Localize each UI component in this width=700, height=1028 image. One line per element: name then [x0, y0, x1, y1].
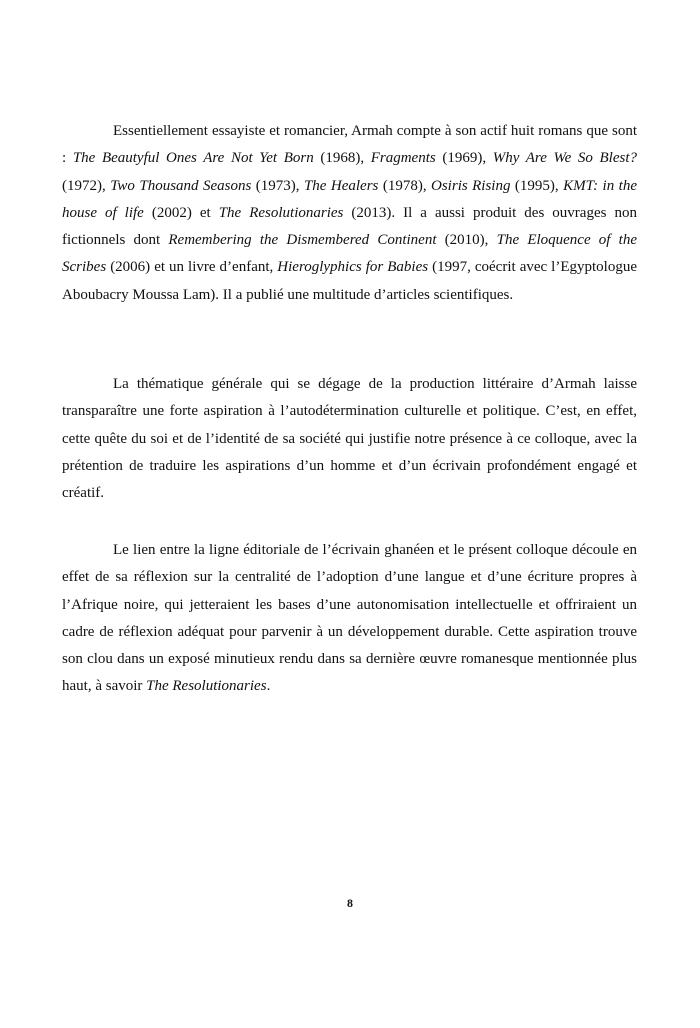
paragraph-2 [62, 371, 637, 507]
text-run: (2002) et [143, 204, 219, 221]
text-run: La thématique générale qui se dégage de la production littéraire d’Armah laisse transparaître une forte aspiration à l’autodétermination culturelle et politique. C’est, en effet, cette quête du soi et de l’identité de sa société qui justifie notre présence à ce colloque, avec la prétention de traduire les aspirations d’un homme et d’un écrivain profondément engagé et créatif. [62, 376, 637, 502]
text-run: (2006) et un livre d’enfant, [106, 259, 278, 276]
paragraph-1-text [62, 118, 637, 309]
book-title: Two Thousand Seasons [110, 177, 252, 194]
book-title: The Beautyful Ones Are Not Yet Born [72, 150, 314, 167]
book-title: The Resolutionaries [146, 678, 267, 695]
book-title: The Eloquence of the Scribes [62, 232, 637, 276]
text-run: Essentiellement essayiste et romancier, Armah compte à son actif huit romans que sont : [62, 123, 637, 167]
book-title: Why Are We So Blest? [492, 150, 638, 167]
book-title: Hieroglyphics for Babies [277, 259, 429, 276]
text-run: . [266, 678, 271, 695]
text-run: (2013). Il a aussi produit des ouvrages non fictionnels dont [62, 204, 637, 249]
paragraph-2-text [62, 371, 637, 507]
text-run: (1972), [62, 177, 111, 194]
text-run: (1978), [378, 177, 432, 194]
paragraph-3 [62, 537, 637, 701]
text-run: (1968), [313, 150, 371, 167]
book-title: The Healers [303, 177, 379, 194]
text-run: (2010), [436, 232, 497, 249]
text-run: Le lien entre la ligne éditoriale de l’écrivain ghanéen et le présent colloque découle en effet de sa réflexion sur la centralité de l’adoption d’une langue et d’une écriture propres à l’Afrique noire, qui jetteraient les bases d’une autonomisation intellectuelle et offriraient un cadre de réflexion adéquat pour parvenir à un développement durable. Cette aspiration trouve son clou dans un exposé minutieux rendu dans sa dernière œuvre romanesque mentionnée plus haut, à savoir [62, 542, 637, 695]
text-run: (1997, coécrit avec l’Egyptologue Aboubacry Moussa Lam). Il a publié une multitude d’articles scientifiques. [62, 259, 637, 303]
book-title: Osiris Rising [431, 177, 511, 194]
text-run: (1973), [251, 177, 304, 194]
text-run: (1995), [510, 177, 564, 194]
book-title: The Resolutionaries [218, 204, 344, 221]
page-number: 8 [347, 896, 353, 910]
paragraph-3-text [62, 537, 637, 701]
book-title: KMT: in the house of life [62, 177, 637, 221]
book-title: Fragments [370, 150, 436, 167]
book-title: Remembering the Dismembered Continent [168, 232, 437, 249]
text-run: (1969), [435, 150, 493, 167]
paragraph-1 [62, 118, 637, 309]
